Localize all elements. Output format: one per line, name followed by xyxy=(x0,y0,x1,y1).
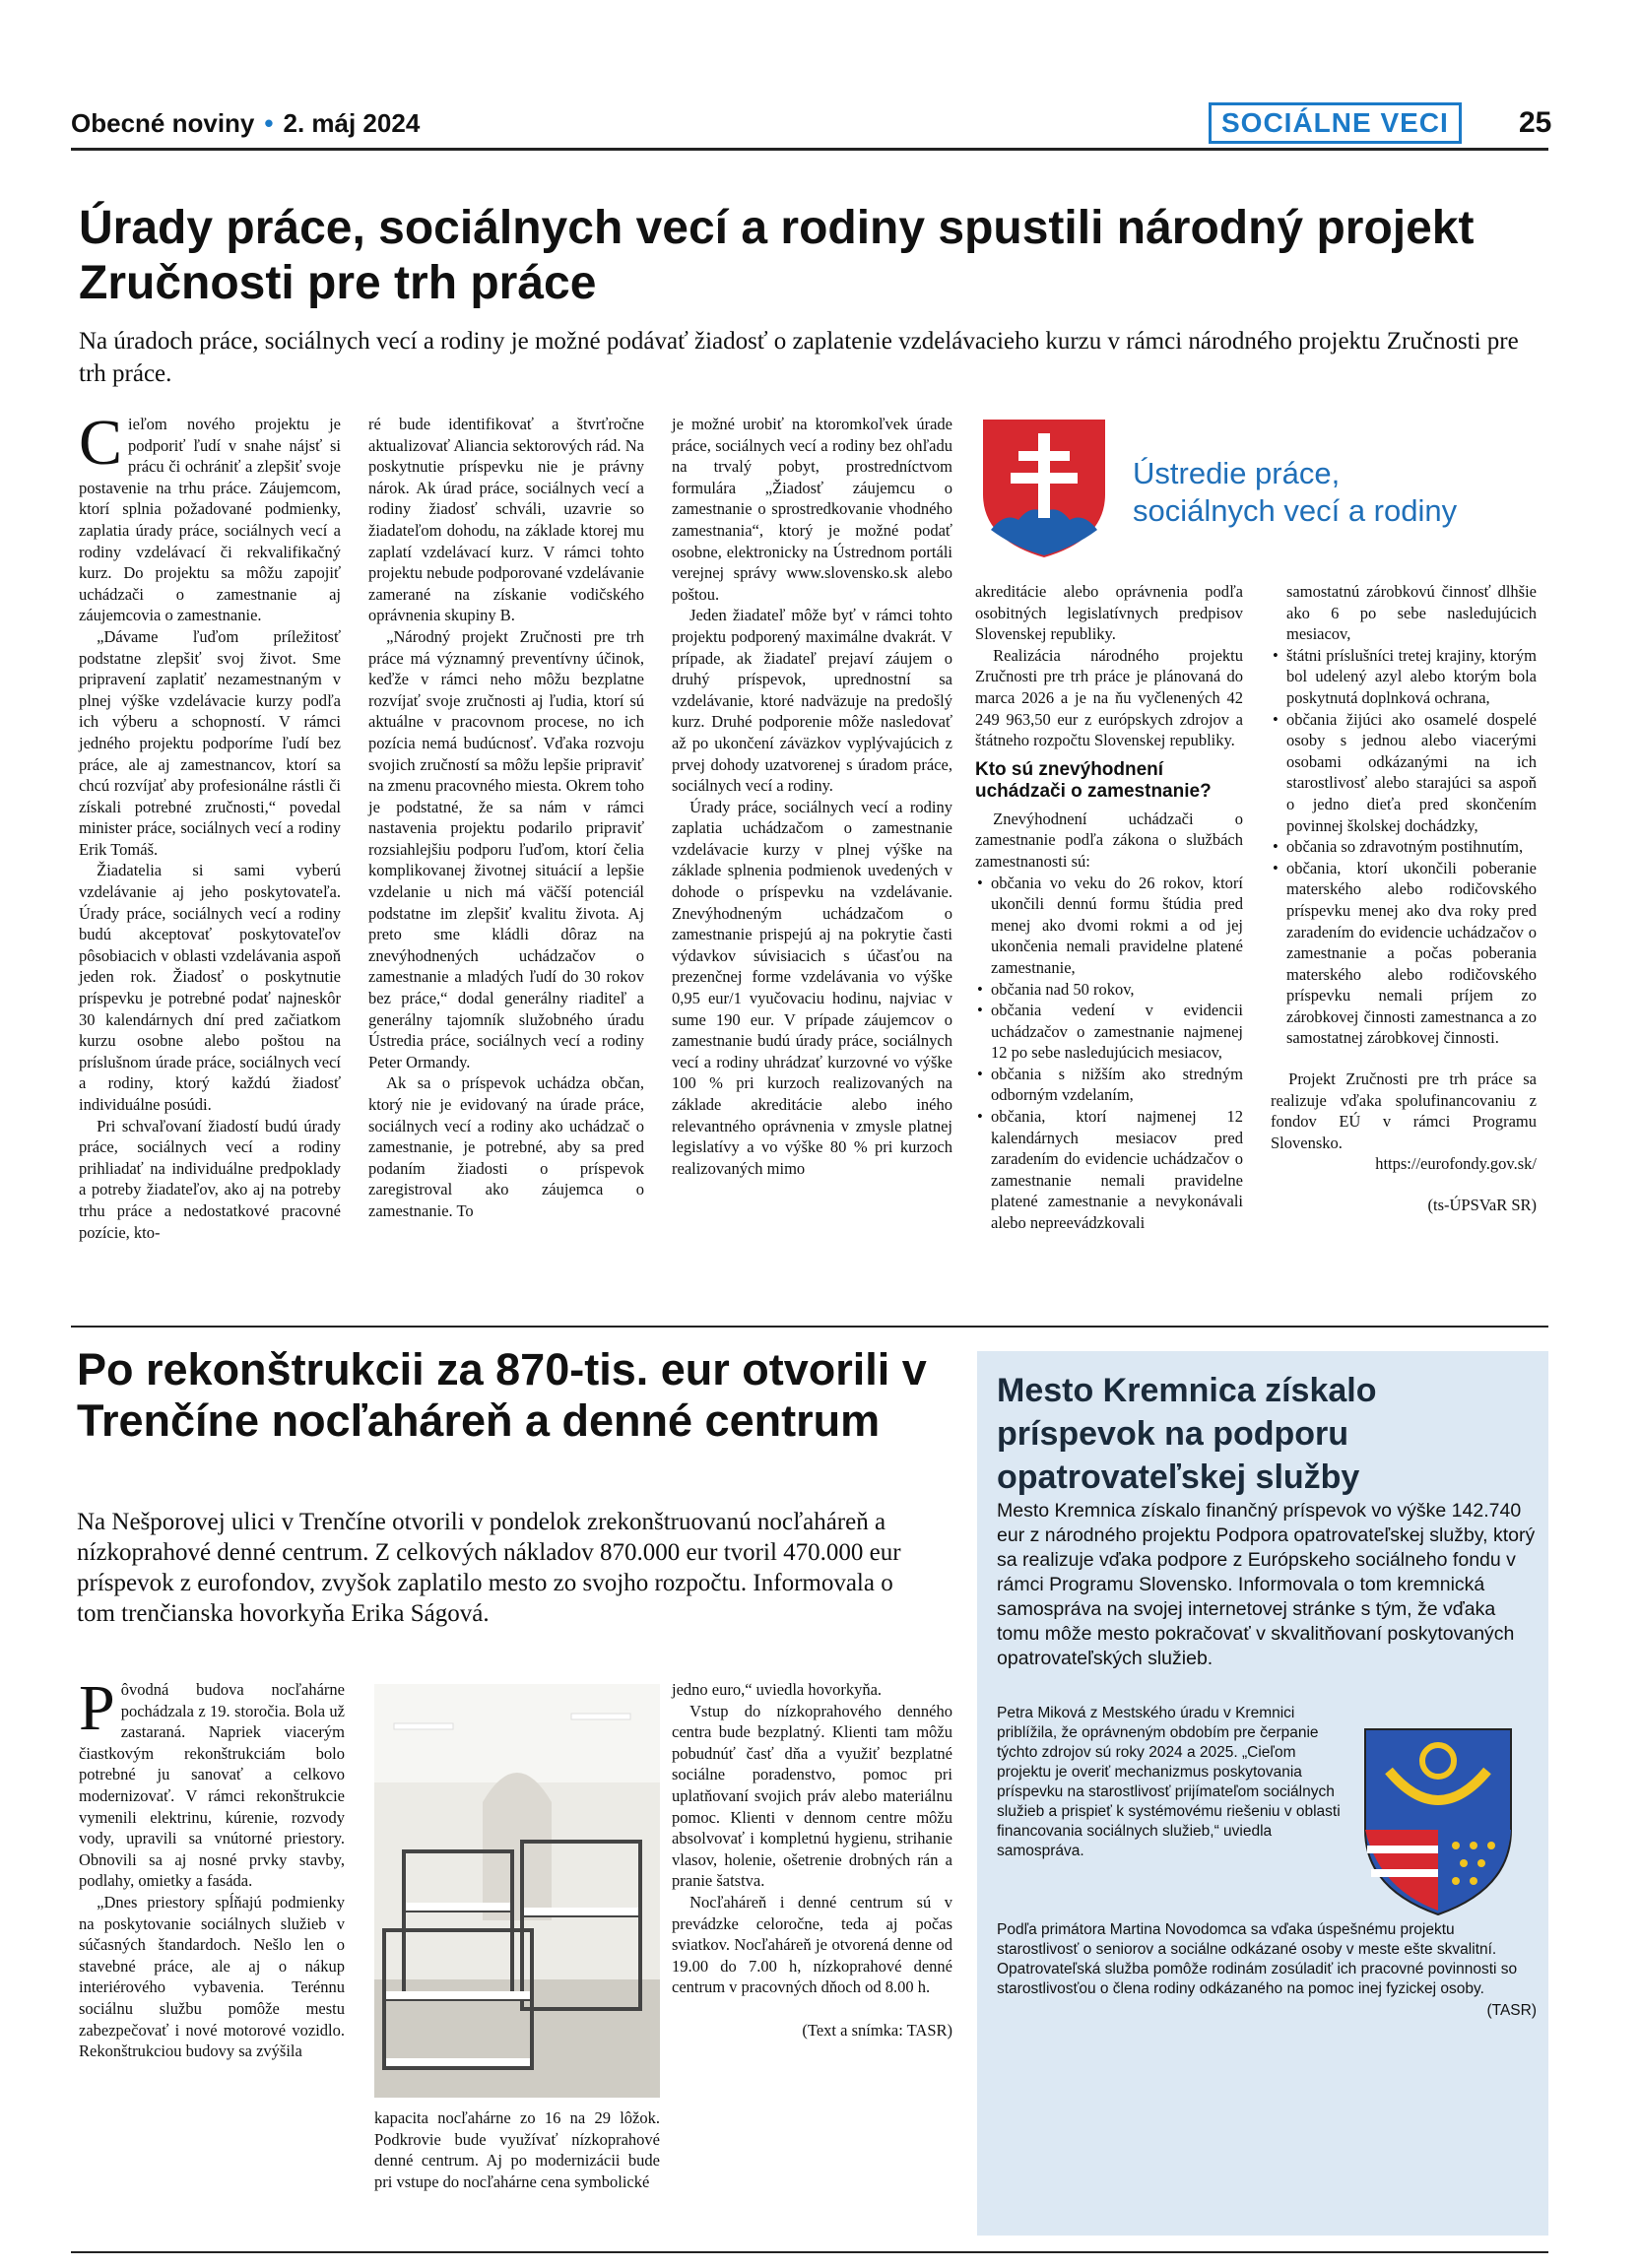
paragraph: Vstup do nízkoprahového denného centra bude bezplatný. Klienti tam môžu pobudnúť časť dňa a využiť bezplatné sociálne poradenstvo, pomoc pri uplatňovaní svojich práv alebo materiálnu pomoc. Klienti v dennom centre môžu absolvovať i kompletnú hygienu, strihanie vlasov, holenie, ošetrenie drobných rán a pranie šatstva. xyxy=(672,1701,952,1891)
bunk-beds-room-image xyxy=(374,1684,660,2098)
article1-title: Úrady práce, sociálnych vecí a rodiny spustili národný projekt Zručnosti pre trh práce xyxy=(79,202,1475,309)
article1-col3 xyxy=(672,414,952,1179)
paragraph: je možné urobiť na ktoromkoľvek úrade práce, sociálnych vecí a rodiny bez ohľadu na trvalý pobyt, prostredníctvom formulára „Žiadosť záujemcu o zamestnanie o sprostredkovanie vhodného zamestnania“, ktorý je možné podať osobne, elektronicky na Ústrednom portáli verejnej správy www.slovensko.sk alebo poštou. xyxy=(672,415,952,604)
masthead xyxy=(71,108,420,139)
article2-credit: (Text a snímka: TASR) xyxy=(802,2020,952,2040)
upsvar-logo xyxy=(975,414,1527,561)
list-item: • občania s nižším ako stredným odborným vzdelaním, xyxy=(975,1064,1243,1106)
publication-name: Obecné noviny xyxy=(71,108,255,138)
paragraph: Projekt Zručnosti pre trh práce sa realizuje vďaka spolufinancovaniu z fondov EÚ v rámci Programu Slovensko. xyxy=(1271,1069,1537,1152)
paragraph: samostatnú zárobkovú činnosť dlhšie ako 6 po sebe nasledujúcich mesiacov, xyxy=(1286,582,1537,644)
paragraph: ré bude identifikovať a štvrťročne aktualizovať Aliancia sektorových rád. Na poskytnutie príspevku nie je právny nárok. Ak úrad práce, sociálnych vecí a rodiny žiadosť schváli, uzavrie so žiadateľom dohodu, na základe ktorej mu zaplatí vzdelávací kurz. V rámci tohto projektu nebude podporované vzdelávanie zamerané na získanie vodičského oprávnenia skupiny B. xyxy=(368,415,644,625)
article1-col2 xyxy=(368,414,644,1222)
bullet-list xyxy=(1271,645,1537,1049)
logo-text-line: Ústredie práce, xyxy=(1133,456,1341,490)
paragraph: Realizácia národného projektu Zručnosti pre trh práce je plánovaná do marca 2026 a je na ňu vyčlenených 42 249 963,50 eur z európskych zdrojov a štátneho rozpočtu Slovenskej republiky. xyxy=(975,645,1243,750)
subheading: Kto sú znevýhodnení uchádzači o zamestnanie? xyxy=(975,758,1212,802)
kremnica-article-box xyxy=(977,1351,1548,2236)
paragraph: kapacita nocľahárne zo 16 na 29 lôžok. Podkrovie bude využívať nízkoprahové denné centrum. Aj po modernizácii bude pri vstupe do nocľahárne cena symbolické xyxy=(374,2108,660,2191)
article1-lead: Na úradoch práce, sociálnych vecí a rodiny je možné podávať žiadosť o zaplatenie vzdelávacieho kurzu v rámci národného projektu Zručnosti pre trh práce. xyxy=(79,328,1519,387)
paragraph: Žiadatelia si sami vyberú vzdelávanie aj jeho poskytovateľa. Úrady práce, sociálnych vecí a rodiny budú akceptovať poskytovateľov pôsobiacich v oblasti vzdelávania aspoň jeden rok. Žiadosť o poskytnutie príspevku je potrebné podať najneskôr 30 kalendárnych dní pred začiatkom kurzu osobne alebo poštou na príslušnom úrade práce, sociálnych vecí a rodiny, ktorý každú žiadosť individuálne posúdi. xyxy=(79,861,341,1114)
article3-text2: Podľa primátora Martina Novodomca sa vďaka úspešnému projektu starostlivosť o seniorov a sociálne odkázané osoby v meste ešte skvalitní. Opatrovateľská služba pomôže rodinám zosúladiť ich pracovné povinnosti so starostlivosťou o člena rodiny odkázaného na pomoc inej fyzickej osoby. xyxy=(997,1921,1518,1997)
article1-credit: (ts-ÚPSVaR SR) xyxy=(1427,1196,1537,1215)
list-item: • občania vedení v evidencii uchádzačov o zamestnanie najmenej 12 po sebe nasledujúcich mesiacov, xyxy=(975,1000,1243,1064)
kremnica-coat-of-arms-icon xyxy=(1359,1721,1517,1918)
paragraph: ieľom nového projektu je podporiť ľudí v snahe nájsť si prácu či ochrániť a zlepšiť svoje postavenie na trhu práce. Záujemcom, ktorí splnia požadované podmienky, zaplatia úrady práce, sociálnych vecí a rodiny vzdelávací či rekvalifikačný kurz. Do projektu sa môžu zapojiť uchádzači o zamestnanie aj záujemcovia o zamestnanie. xyxy=(79,415,341,625)
article3-lead: Mesto Kremnica získalo finančný príspevok vo výške 142.740 eur z národného projektu Podpora opatrovateľskej služby, ktorý sa realizuje vďaka podpore z Európskeho sociálneho fondu v rámci Programu Slovensko. Informovala o tom kremnická samospráva na svojej internetovej stránke s tým, že vďaka tomu môže mesto pokračovať v skvalitňovaní poskytovaných opatrovateľských služieb. xyxy=(997,1500,1536,1669)
article2-title: Po rekonštrukcii za 870-tis. eur otvorili v Trenčíne nocľaháreň a denné centrum xyxy=(77,1344,927,1446)
list-item: • občania, ktorí ukončili poberanie materského alebo rodičovského príspevku menej ako dva roky pred zaradením do evidencie uchádzačov o zamestnanie a počas poberania materského alebo rodičovského príspevku nemali príjem zo zárobkovej činnosti zamestnanca a zo samostatnej zárobkovej činnosti. xyxy=(1271,858,1537,1049)
paragraph: akreditácie alebo oprávnenia podľa osobitných legislatívnych predpisov Slovenskej republiky. xyxy=(975,582,1243,644)
footer-rule xyxy=(71,2251,1548,2253)
drop-cap: P xyxy=(79,1672,115,1744)
article2-col2 xyxy=(374,2107,660,2192)
eurofondy-url: https://eurofondy.gov.sk/ xyxy=(1375,1154,1537,1174)
article1-col1 xyxy=(79,407,341,1243)
paragraph: Ak sa o príspevok uchádza občan, ktorý nie je evidovaný na úrade práce, sociálnych vecí a rodiny ako uchádzač o zamestnanie, je potrebné, aby sa pred podaním žiadosti o príspevok zaregistroval ako záujemca o zamestnanie. To xyxy=(368,1073,644,1220)
section-label: SOCIÁLNE VECI xyxy=(1209,102,1462,144)
list-item: • občania vo veku do 26 rokov, ktorí ukončili dennú formu štúdia pred menej ako dvomi rokmi a od jej ukončenia nemali pravidelne platené zamestnanie, xyxy=(975,873,1243,979)
paragraph: Úrady práce, sociálnych vecí a rodiny zaplatia uchádzačom o zamestnanie vzdelávacie kurzy v plnej výške na základe splnenia podmienok uvedených v dohode o príspevku na vzdelávanie. Znevýhodneným uchádzačom o zamestnanie prispejú aj na pokrytie časti výdavkov súvisiacich s účasťou na prezenčnej forme vzdelávania vo výške 0,95 eur/1 vyučovaciu hodinu, najviac v sume 190 eur. V prípade záujemcov o zamestnanie budú úrady práce, sociálnych vecí a rodiny uhrádzať kurzovné vo výške 100 % pri kurzoch realizovaných na základe akreditácie alebo iného relevantného oprávnenia v zmysle platnej legislatívy a vo výške 80 % pri kurzoch realizovaných mimo xyxy=(672,797,952,1178)
bullet-list xyxy=(975,873,1243,1234)
paragraph: Nocľaháreň i denné centrum sú v prevádzke celoročne, teda aj počas sviatkov. Nocľaháreň je otvorená denne od 19.00 do 7.00 h, nízkoprahové denné centrum v pracovných dňoch od 8.00 h. xyxy=(672,1892,952,1997)
list-item: • štátni príslušníci tretej krajiny, ktorým bol udelený azyl alebo ktorým bola poskytnutá doplnková ochrana, xyxy=(1271,645,1537,709)
paragraph: jedno euro,“ uviedla hovorkyňa. xyxy=(672,1680,883,1699)
article1-col5 xyxy=(1271,581,1537,1216)
list-item: • občania nad 50 rokov, xyxy=(975,979,1243,1001)
list-item: • občania žijúci ako osamelé dospelé osoby s jednou alebo viacerými osobami odkázanými na ich starostlivosť alebo starajúci sa aspoň o jedno dieťa pred skončením povinnej školskej dochádzky, xyxy=(1271,709,1537,837)
article-divider xyxy=(71,1326,1548,1328)
drop-cap: C xyxy=(79,407,123,479)
paragraph: ôvodná budova nocľahárne pochádzala z 19. storočia. Bola už zastaraná. Napriek viacerým čiastkovým rekonštrukciám bolo potrebné ju sanovať a celkovo modernizovať. V rámci rekonštrukcie vymenili elektrinu, kúrenie, rozvody vody, upravili sa vnútorné priestory. Obnovili sa aj nosné prvky stavby, podlahy, omietky a fasáda. xyxy=(79,1680,345,1891)
article2-lead: Na Nešporovej ulici v Trenčíne otvorili v pondelok zrekonštruovanú nocľaháreň a nízkoprahové denné centrum. Z celkových nákladov 870.000 eur tvoril 470.000 eur príspevok z eurofondov, zvyšok zaplatilo mesto zo svojho rozpočtu. Informovala o tom trenčianska hovorkyňa Erika Ságová. xyxy=(77,1509,901,1627)
paragraph: „Dnes priestory spĺňajú podmienky na poskytovanie sociálnych služieb v súčasných štandardoch. Nešlo len o stavebné práce, ale aj o nákup interiérového vybavenia. Terénnu sociálnu službu pomôže mestu zabezpečovať i nové motorové vozidlo. Rekonštrukciou budovy sa zvýšila xyxy=(79,1892,345,2061)
separator-dot: • xyxy=(264,108,274,138)
paragraph: Pri schvaľovaní žiadostí budú úrady práce, sociálnych vecí a rodiny prihliadať na individuálne predpoklady a potreby žiadateľov, ako aj na potreby trhu práce a nedostatkové pracovné pozície, kto- xyxy=(79,1116,341,1242)
paragraph: Znevýhodnení uchádzači o zamestnanie podľa zákona o službách zamestnanosti sú: xyxy=(975,809,1243,871)
article2-col3 xyxy=(672,1679,952,2041)
header-rule xyxy=(71,148,1548,151)
shelter-photo xyxy=(374,1684,660,2098)
paragraph: „Národný projekt Zručnosti pre trh práce má významný preventívny účinok, keďže v rámci neho môžu bezplatne rozvíjať svoje zručnosti aj ľudia, ktorí sú aktuálne v pracovnom procese, no ich pozícia nemá budúcnosť. Vďaka rozvoju svojich zručností sa môžu lepšie pripraviť na zmenu pracovného miesta. Okrem toho je podstatné, že sa nám v rámci nastavenia projektu podarilo pripraviť rozsiahlejšiu podporu ľuďom, ktorí čelia komplikovanej životnej situácií a lepšie vzdelanie u nich má väčší potenciál podstatne im zlepšiť kvalitu života. Aj preto sme kládli dôraz na znevýhodnených uchádzačov o zamestnanie a mladých ľudí do 30 rokov bez práce,“ dodal generálny riaditeľ a generálny tajomník služobného úradu Ústredia práce, sociálnych vecí a rodiny Peter Ormandy. xyxy=(368,626,644,1071)
paragraph: Jeden žiadateľ môže byť v rámci tohto projektu podporený maximálne dvakrát. V prípade, ak žiadateľ prejaví záujem o druhý príspevok, uprednostní sa vzdelávanie, ktoré nadväzuje na predošlý kurz. Druhé podporenie môže nasledovať až po ukončení záväzkov vyplývajúcich z prvej dohody uzatvorenej s úradom práce, sociálnych vecí a rodiny. xyxy=(672,606,952,796)
article3-credit: (TASR) xyxy=(1486,2002,1537,2019)
article1-col4 xyxy=(975,581,1243,1234)
page-number: 25 xyxy=(1519,106,1552,139)
logo-text-line: sociálnych vecí a rodiny xyxy=(1133,493,1458,528)
slovak-coat-of-arms-icon xyxy=(975,414,1113,559)
article3-text1: Petra Miková z Mestského úradu v Kremnici priblížila, že oprávneným obdobím pre čerpanie týchto zdrojov sú roky 2024 a 2025. „Cieľom projektu je overiť mechanizmus poskytovania príspevku na starostlivosť prijímateľom sociálnych služieb a prispieť k systémovému riešeniu v oblasti financovania sociálnych služieb,“ uviedla samospráva. xyxy=(997,1705,1341,1859)
list-item: • občania so zdravotným postihnutím, xyxy=(1271,836,1537,858)
article2-col1 xyxy=(79,1672,345,2062)
article3-title: Mesto Kremnica získalo príspevok na podporu opatrovateľskej služby xyxy=(997,1372,1377,1496)
paragraph: „Dávame ľuďom príležitosť podstatne zlepšiť svoj život. Sme pripravení zaplatiť nezamestnaným v plnej výške vzdelávacie kurzy podľa ich výberu a schopností. V rámci jedného projektu podporíme ľudí bez práce, ale aj zamestnancov, ktorí sa chcú rozvíjať aby profesionálne rástli či získali potrebné zručnosti,“ povedal minister práce, sociálnych vecí a rodiny Erik Tomáš. xyxy=(79,626,341,859)
logo-text xyxy=(1133,455,1457,530)
page-header xyxy=(71,102,1552,146)
issue-date: 2. máj 2024 xyxy=(283,108,421,138)
list-item: • občania, ktorí najmenej 12 kalendárnych mesiacov pred zaradením do evidencie uchádzačov o zamestnanie nemali pravidelne platené zamestnanie a nevykonávali alebo nepreevádzkovali xyxy=(975,1106,1243,1234)
